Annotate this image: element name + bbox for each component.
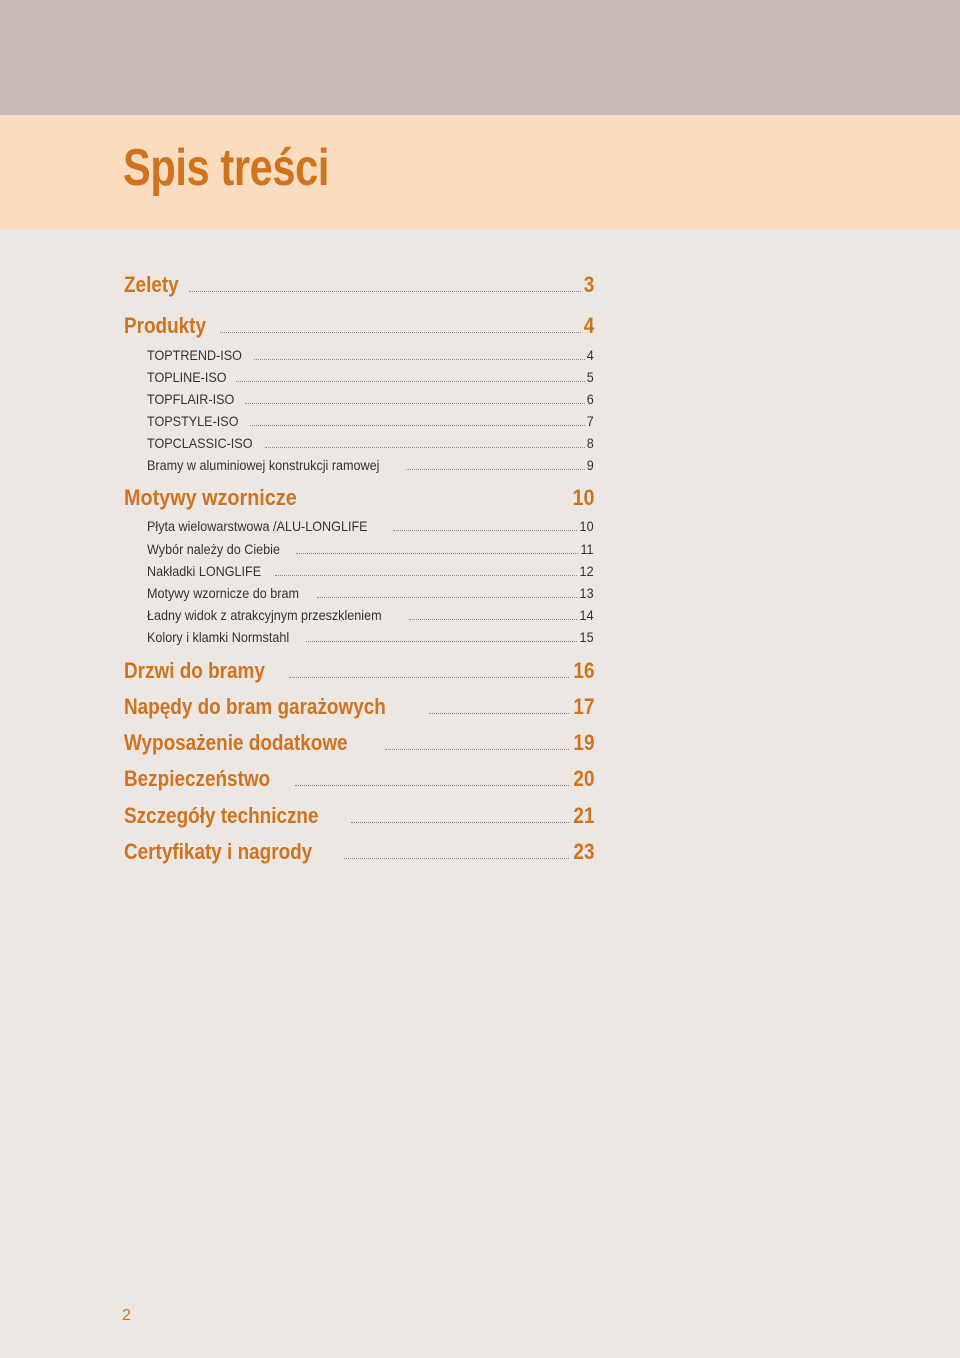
toc-entry-page: 16	[572, 658, 594, 683]
leader-dots	[289, 676, 569, 678]
toc-entry-page: 10	[571, 485, 594, 510]
toc-subentry-label: Motywy wzornicze do bram	[147, 585, 299, 601]
page-title: Spis treści	[123, 139, 330, 197]
toc-subentry-bramy-aluminiowe[interactable]	[147, 457, 594, 473]
leader-dots	[265, 446, 585, 448]
toc-subentry-kolory[interactable]	[147, 629, 594, 645]
toc-subentry-nakladki[interactable]	[147, 563, 594, 579]
toc-entry-label: Szczegóły techniczne	[124, 803, 319, 828]
toc-subentry-motywy-bram[interactable]	[147, 585, 594, 601]
toc-subentry-label: TOPSTYLE-ISO	[147, 413, 239, 429]
toc-subentry-page: 11	[580, 541, 594, 557]
toc-entry-label: Zelety	[124, 272, 179, 297]
toc-subentry-toptrend[interactable]	[147, 347, 594, 363]
toc-entry-napedy[interactable]	[124, 694, 594, 720]
toc-entry-label: Wyposażenie dodatkowe	[124, 730, 348, 755]
leader-dots	[409, 618, 578, 620]
toc-subentry-label: Płyta wielowarstwowa /ALU-LONGLIFE	[147, 518, 368, 534]
leader-dots	[306, 640, 577, 642]
toc-entry-drzwi[interactable]	[124, 658, 594, 684]
leader-dots	[351, 821, 568, 823]
toc-entry-label: Napędy do bram garażowych	[124, 694, 386, 719]
toc-entry-motywy[interactable]	[124, 485, 594, 511]
toc-subentry-page: 7	[586, 413, 594, 429]
toc-entry-label: Bezpieczeństwo	[124, 766, 271, 791]
toc-subentry-topline[interactable]	[147, 369, 594, 385]
toc-subentry-label: TOPFLAIR-ISO	[147, 391, 235, 407]
toc-subentry-label: TOPLINE-ISO	[147, 369, 227, 385]
toc-entry-page: 21	[572, 803, 594, 828]
spacer	[317, 504, 569, 505]
toc-subentry-page: 12	[579, 563, 594, 579]
toc-entry-page: 23	[572, 839, 594, 864]
toc-subentry-page: 13	[579, 585, 594, 601]
toc-subentry-ladny-widok[interactable]	[147, 607, 594, 623]
toc-subentry-label: Wybór należy do Ciebie	[147, 541, 280, 557]
leader-dots	[429, 712, 568, 714]
leader-dots	[385, 748, 569, 750]
leader-dots	[295, 784, 569, 786]
toc-entry-page: 20	[572, 766, 594, 791]
toc-entry-label: Motywy wzornicze	[124, 485, 297, 510]
toc-subentry-plyta[interactable]	[147, 518, 594, 534]
toc-entry-bezpieczenstwo[interactable]	[124, 766, 594, 792]
leader-dots	[317, 596, 578, 598]
toc-subentry-page: 8	[586, 435, 594, 451]
toc-subentry-page: 9	[586, 457, 594, 473]
toc-entry-page: 19	[572, 730, 594, 755]
toc-subentry-label: TOPTREND-ISO	[147, 347, 242, 363]
toc-subentry-topclassic[interactable]	[147, 435, 594, 451]
leader-dots	[250, 424, 586, 426]
leader-dots	[245, 402, 585, 404]
toc-subentry-page: 10	[579, 518, 594, 534]
toc-entry-page: 3	[583, 272, 594, 297]
toc-entry-label: Produkty	[124, 313, 207, 338]
leader-dots	[344, 857, 569, 859]
leader-dots	[236, 380, 585, 382]
toc-entry-label: Drzwi do bramy	[124, 658, 265, 683]
toc-subentry-wybor[interactable]	[147, 541, 594, 557]
toc-entry-wyposazenie[interactable]	[124, 730, 594, 756]
toc-subentry-page: 4	[586, 347, 594, 363]
toc-subentry-label: TOPCLASSIC-ISO	[147, 435, 253, 451]
toc-entry-label: Certyfikaty i nagrody	[124, 839, 313, 864]
leader-dots	[406, 468, 585, 470]
toc-subentry-label: Nakładki LONGLIFE	[147, 563, 262, 579]
leader-dots	[220, 331, 580, 333]
toc-entry-page: 17	[572, 694, 594, 719]
toc-subentry-page: 15	[579, 629, 594, 645]
leader-dots	[189, 290, 581, 292]
toc-entry-zelety[interactable]	[124, 272, 594, 298]
toc-entry-certyfikaty[interactable]	[124, 839, 594, 865]
toc-subentry-page: 5	[586, 369, 594, 385]
leader-dots	[393, 529, 577, 531]
leader-dots	[254, 358, 586, 360]
top-band	[0, 0, 960, 115]
leader-dots	[296, 552, 579, 554]
toc-subentry-label: Kolory i klamki Normstahl	[147, 629, 290, 645]
toc-subentry-page: 6	[586, 391, 594, 407]
toc-entry-produkty[interactable]	[124, 313, 594, 339]
toc-subentry-label: Ładny widok z atrakcyjnym przeszkleniem	[147, 607, 382, 623]
toc-subentry-label: Bramy w aluminiowej konstrukcji ramowej	[147, 457, 380, 473]
toc-subentry-topflair[interactable]	[147, 391, 594, 407]
toc-subentry-topstyle[interactable]	[147, 413, 594, 429]
toc-subentry-page: 14	[579, 607, 594, 623]
leader-dots	[275, 574, 578, 576]
toc-entry-page: 4	[583, 313, 594, 338]
page-number: 2	[122, 1307, 131, 1324]
toc-entry-szczegoly[interactable]	[124, 803, 594, 829]
